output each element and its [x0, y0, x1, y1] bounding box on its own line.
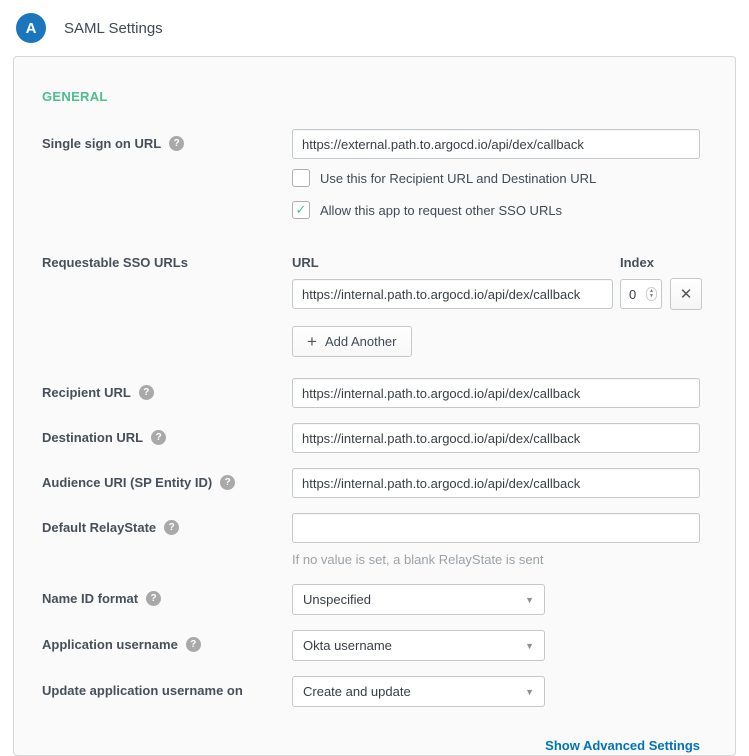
destination-url-row: [42, 423, 707, 453]
allow-sso-checkbox-row: [292, 201, 707, 219]
recipient-url-row: [42, 378, 707, 408]
close-icon: ✕: [679, 286, 693, 303]
audience-uri-help-icon[interactable]: ?: [220, 475, 235, 490]
page-title: SAML Settings: [64, 19, 163, 37]
requestable-url-input[interactable]: [292, 279, 613, 309]
relay-state-input[interactable]: [292, 513, 700, 543]
recipient-url-help-icon[interactable]: ?: [139, 385, 154, 400]
audience-uri-input[interactable]: [292, 468, 700, 498]
requestable-url-row: [292, 278, 707, 310]
plus-icon: +: [307, 331, 317, 351]
requestable-sso-row: [42, 248, 707, 357]
name-id-format-help-icon[interactable]: ?: [146, 591, 161, 606]
use-for-recipient-checkbox[interactable]: [292, 169, 310, 187]
index-value: 0: [629, 286, 637, 302]
name-id-format-label: Name ID format: [42, 591, 139, 606]
allow-other-sso-label: Allow this app to request other SSO URLs: [320, 202, 563, 218]
chevron-down-icon: ▼: [525, 686, 534, 697]
allow-other-sso-checkbox[interactable]: ✓: [292, 201, 310, 219]
name-id-format-select[interactable]: [292, 584, 545, 615]
requestable-sso-label: Requestable SSO URLs: [42, 255, 188, 270]
name-id-format-value: Unspecified: [303, 592, 371, 607]
audience-uri-label: Audience URI (SP Entity ID): [42, 475, 213, 490]
remove-url-button[interactable]: [670, 278, 702, 310]
index-spinner[interactable]: [620, 279, 662, 309]
audience-uri-row: [42, 468, 707, 498]
recipient-checkbox-row: [292, 169, 707, 187]
relay-state-helper-text: If no value is set, a blank RelayState is sent: [292, 552, 544, 567]
add-another-label: Add Another: [324, 334, 397, 349]
update-app-username-select[interactable]: [292, 676, 545, 707]
app-username-help-icon[interactable]: ?: [186, 637, 201, 652]
add-another-button[interactable]: [292, 326, 412, 357]
relay-state-row: [42, 513, 707, 567]
saml-settings-panel: [13, 56, 736, 756]
name-id-format-row: [42, 584, 707, 615]
stepper-down-icon[interactable]: ▼: [649, 293, 654, 299]
recipient-url-label: Recipient URL: [42, 385, 131, 400]
page-header: [0, 0, 749, 56]
destination-url-label: Destination URL: [42, 430, 144, 445]
sso-url-help-icon[interactable]: ?: [169, 136, 184, 151]
url-column-header: URL: [292, 255, 319, 270]
use-for-recipient-label: Use this for Recipient URL and Destination URL: [320, 170, 597, 186]
show-advanced-settings-link[interactable]: Show Advanced Settings: [545, 738, 700, 753]
app-username-value: Okta username: [303, 638, 392, 653]
update-app-username-label: Update application username on: [42, 683, 243, 698]
app-username-row: [42, 630, 707, 661]
update-app-username-row: [42, 676, 707, 707]
update-app-username-value: Create and update: [303, 684, 411, 699]
sso-url-input[interactable]: [292, 129, 700, 159]
relay-state-help-icon[interactable]: ?: [164, 520, 179, 535]
sso-url-row: [42, 129, 707, 233]
index-column-header: Index: [620, 255, 654, 270]
destination-url-input[interactable]: [292, 423, 700, 453]
destination-url-help-icon[interactable]: ?: [151, 430, 166, 445]
chevron-down-icon: ▼: [525, 594, 534, 605]
relay-state-label: Default RelayState: [42, 520, 157, 535]
stepper-up-icon[interactable]: ▲: [649, 288, 654, 294]
general-section-title: GENERAL: [42, 89, 108, 104]
chevron-down-icon: ▼: [525, 640, 534, 651]
app-username-select[interactable]: [292, 630, 545, 661]
app-username-label: Application username: [42, 637, 178, 652]
recipient-url-input[interactable]: [292, 378, 700, 408]
index-stepper[interactable]: [646, 287, 657, 301]
section-a-badge: A: [16, 13, 46, 43]
sso-url-label: Single sign on URL: [42, 136, 162, 151]
